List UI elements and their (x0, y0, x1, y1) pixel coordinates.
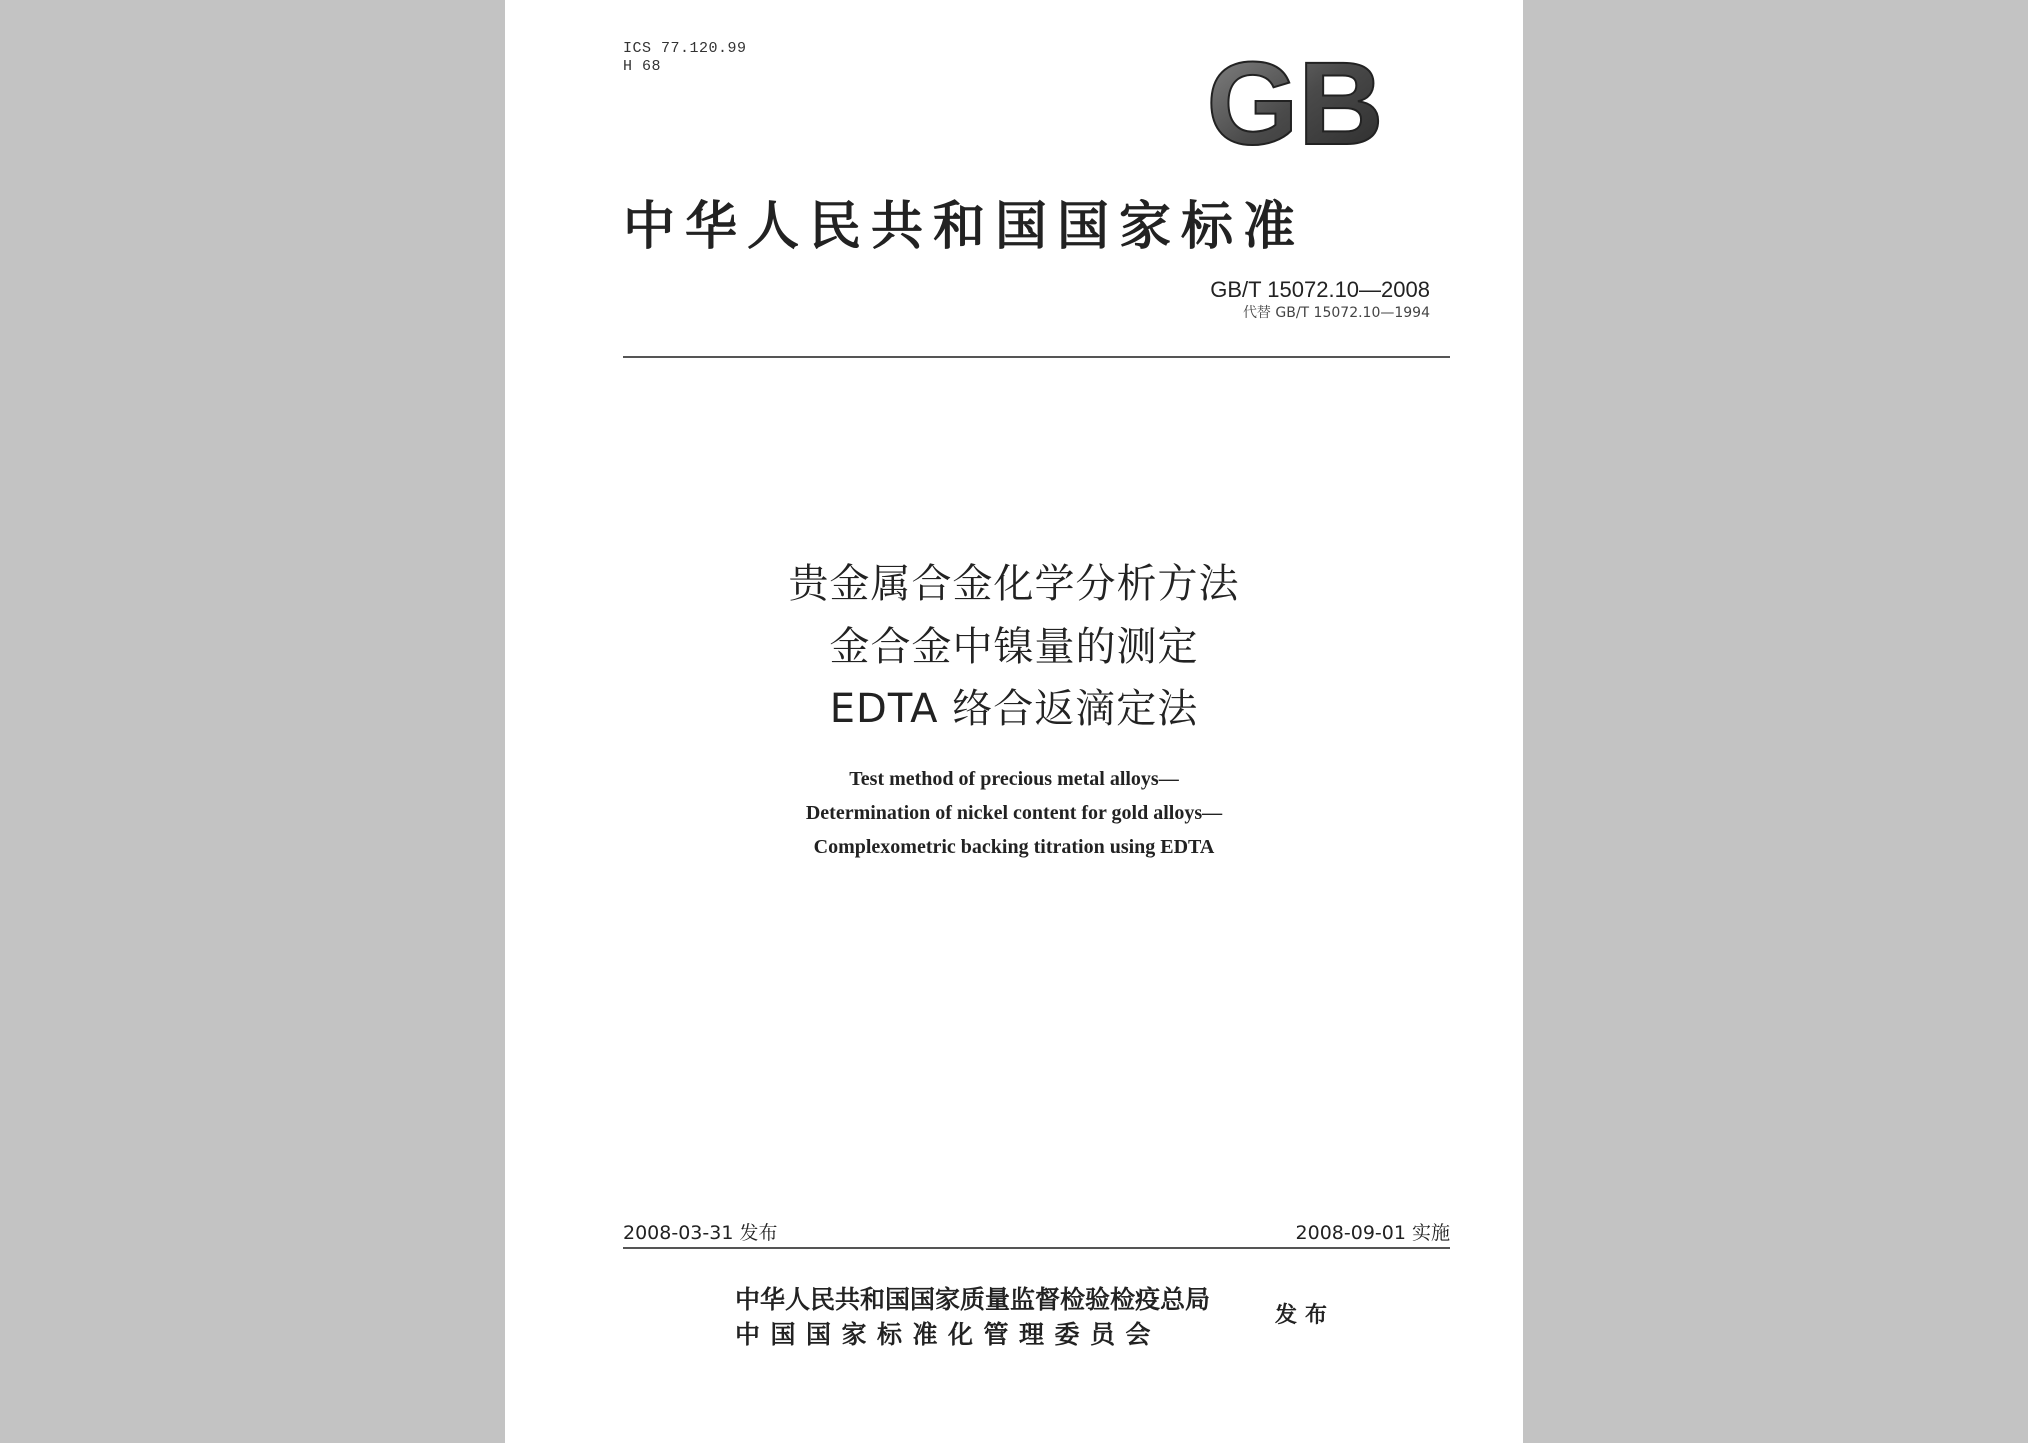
title-cn-line2: 金合金中镍量的测定 (829, 624, 1199, 670)
gb-logo-icon (1195, 46, 1395, 156)
standard-number: GB/T 15072.10—2008 (1210, 277, 1430, 302)
replaces-standard: 代替 GB/T 15072.10—1994 (1242, 305, 1430, 321)
gb-logo-lettering: GB (1206, 46, 1384, 156)
title-en-line2: Determination of nickel content for gold alloys— (805, 802, 1223, 824)
national-standard-title: 中华人民共和国国家标准 (623, 196, 1306, 257)
header-divider (623, 356, 1450, 358)
issuer-aqsiq: 中华人民共和国国家质量监督检验检疫总局 (735, 1285, 1211, 1314)
ccs-code: H 68 (623, 58, 662, 75)
issuer-sac: 中国国家标准化管理委员会 (735, 1320, 1162, 1349)
ics-code: ICS 77.120.99 (623, 40, 747, 57)
document-page (505, 0, 1523, 1443)
title-en-line3: Complexometric backing titration using EDTA (813, 836, 1215, 858)
footer-divider (623, 1247, 1450, 1249)
issue-date: 2008-03-31 发布 (623, 1222, 778, 1244)
title-en-line1: Test method of precious metal alloys— (849, 768, 1179, 790)
title-cn-line3: EDTA 络合返滴定法 (829, 686, 1199, 732)
publish-label: 发布 (1275, 1302, 1336, 1328)
implementation-date: 2008-09-01 实施 (1295, 1222, 1450, 1244)
gb-logo (1195, 46, 1395, 160)
title-cn-line1: 贵金属合金化学分析方法 (788, 561, 1240, 607)
